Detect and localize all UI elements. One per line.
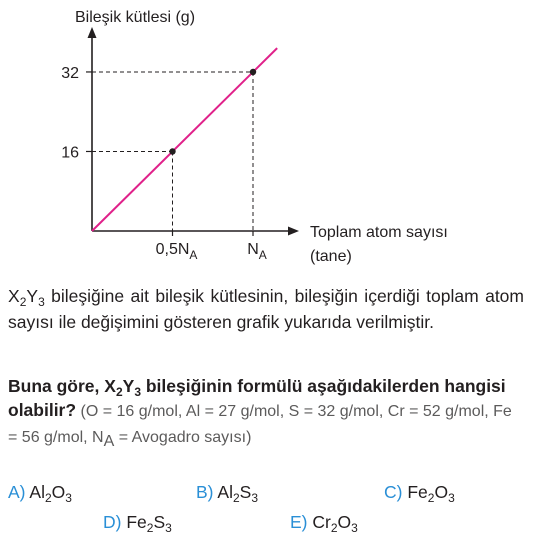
x-axis-arrow-icon: [288, 227, 299, 236]
y-tick-label: 32: [61, 64, 79, 82]
formula-x-subscript: 2: [19, 295, 27, 309]
x-axis-label: Toplam atom sayısı: [310, 224, 448, 241]
formula-y: Y: [26, 286, 39, 306]
formula-y-subscript: 3: [38, 295, 45, 309]
x-tick-label: $N_A$: [247, 241, 267, 262]
series-line: [92, 48, 277, 231]
option-b[interactable]: B) $Al_2S_3$: [196, 482, 259, 505]
option-c[interactable]: C) $Fe_2O_3$: [384, 482, 455, 505]
molar-mass-info-end: = Avogadro sayısı): [114, 429, 252, 446]
option-letter: C): [384, 482, 403, 502]
question-stem: [8, 283, 524, 335]
option-e[interactable]: E) $Cr_2O_3$: [290, 512, 358, 535]
data-point: [250, 69, 256, 75]
prompt-sub-1: 2: [115, 385, 123, 399]
y-axis-label: Bileşik kütlesi (g): [75, 9, 196, 26]
stem-text: bileşiğine ait bileşik kütlesinin, bileşiğin içerdiği toplam atom sayısı ile değişimini gösteren grafik yukarıda verilmiştir.: [8, 286, 524, 332]
data-point: [169, 148, 175, 154]
prompt-bold-3: bileşiğinin formülü aşağıdakilerden hangisi olabilir?: [8, 376, 506, 420]
option-letter: E): [290, 512, 308, 532]
y-tick-label: 16: [61, 144, 79, 162]
prompt-bold-1: Buna göre, X: [8, 376, 116, 396]
option-letter: D): [103, 512, 122, 532]
option-a[interactable]: A) $Al_2O_3$: [8, 482, 72, 505]
prompt-bold-2: Y: [122, 376, 135, 396]
option-letter: B): [196, 482, 214, 502]
prompt-sub-2: 3: [134, 385, 141, 399]
y-axis-arrow-icon: [88, 27, 97, 38]
x-tick-label: $0,5N_A$: [155, 241, 198, 262]
formula-x: X: [8, 286, 20, 306]
molar-mass-info: (O = 16 g/mol, Al = 27 g/mol, S = 32 g/mol, Cr = 52 g/mol, Fe = 56 g/mol, N: [8, 403, 512, 446]
molar-mass-info-sub: A: [103, 433, 115, 450]
question-prompt: [8, 374, 524, 450]
option-d[interactable]: D) $Fe_2S_3$: [103, 512, 172, 535]
x-axis-unit-label: (tane): [310, 248, 352, 265]
option-letter: A): [8, 482, 26, 502]
